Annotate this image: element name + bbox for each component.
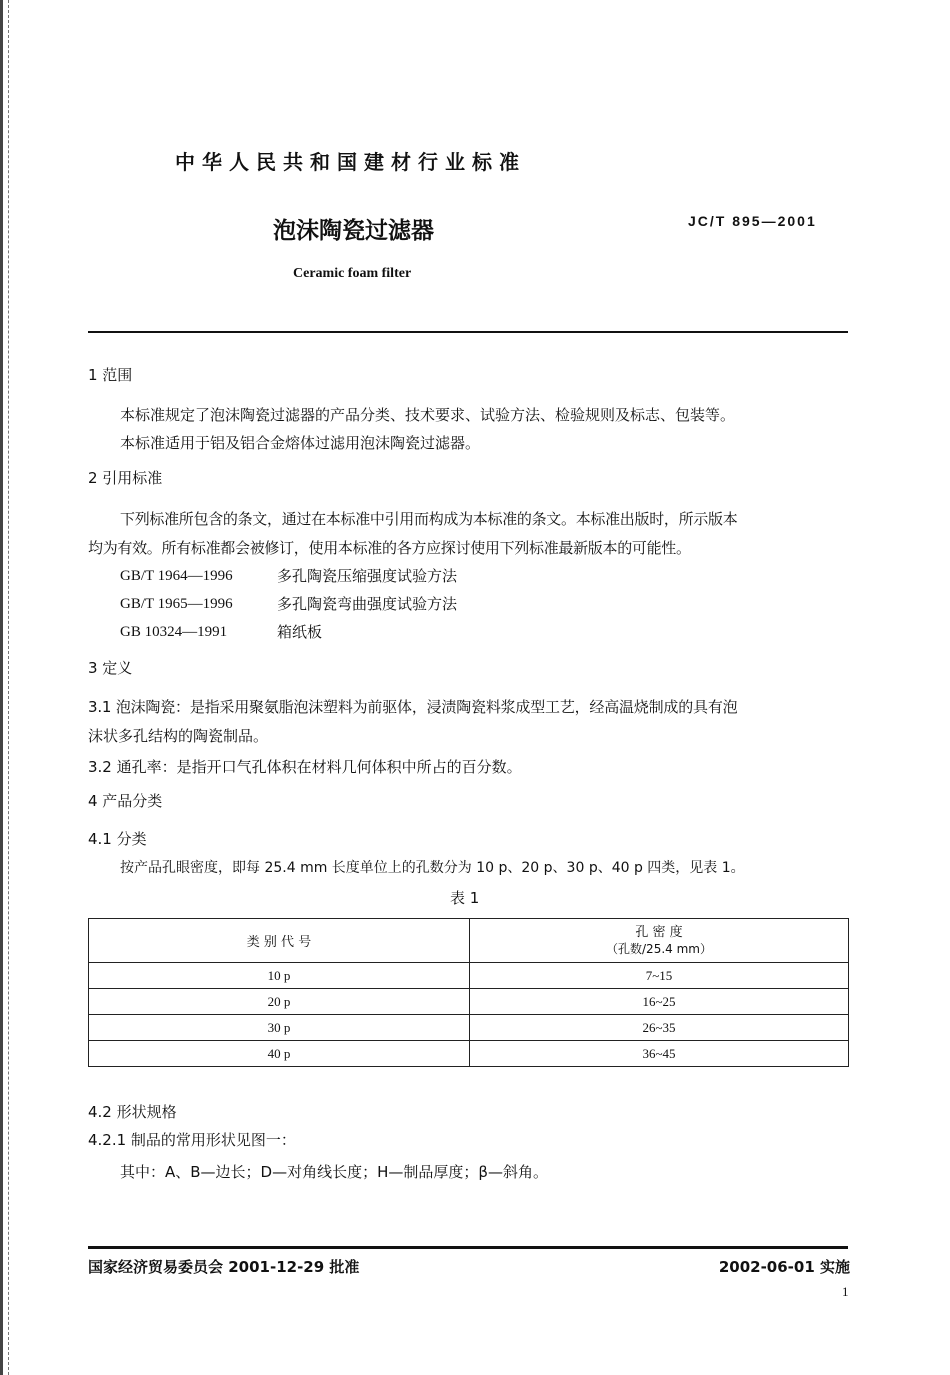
ref-code: GB/T 1964—1996 xyxy=(120,568,233,584)
paragraph: 本标准适用于铝及铝合金熔体过滤用泡沫陶瓷过滤器。 xyxy=(120,434,481,452)
paragraph: 均为有效。所有标准都会被修订，使用本标准的各方应探讨使用下列标准最新版本的可能性。 xyxy=(88,539,691,557)
standard-code: JC/T 895—2001 xyxy=(688,213,817,229)
density-table xyxy=(88,918,849,1067)
ref-title: 多孔陶瓷弯曲强度试验方法 xyxy=(277,595,458,613)
scan-edge-dashes xyxy=(8,0,9,1375)
table-row xyxy=(89,1041,849,1067)
table-caption: 表 1 xyxy=(450,889,480,907)
definition: 沫状多孔结构的陶瓷制品。 xyxy=(88,727,269,745)
footer-rule xyxy=(88,1246,848,1249)
cell: 30 p xyxy=(89,1015,470,1041)
header-line: 孔 密 度 xyxy=(635,924,683,940)
ref-title: 箱纸板 xyxy=(277,623,323,641)
ref-title: 多孔陶瓷压缩强度试验方法 xyxy=(277,567,458,585)
paragraph: 其中：A、B—边长；D—对角线长度；H—制品厚度；β—斜角。 xyxy=(120,1163,548,1181)
cell: 26~35 xyxy=(470,1015,849,1041)
paragraph: 本标准规定了泡沫陶瓷过滤器的产品分类、技术要求、试验方法、检验规则及标志、包装等。 xyxy=(120,406,736,424)
cell: 10 p xyxy=(89,963,470,989)
section-1-heading: 1 范围 xyxy=(88,366,133,384)
header-cell: 类 别 代 号 xyxy=(89,919,470,963)
issuer-title: 中华人民共和国建材行业标准 xyxy=(175,150,526,174)
ref-code: GB/T 1965—1996 xyxy=(120,596,233,612)
page-number: 1 xyxy=(842,1284,849,1299)
cell: 36~45 xyxy=(470,1041,849,1067)
ref-code: GB 10324—1991 xyxy=(120,624,228,640)
table-row xyxy=(89,989,849,1015)
definition: 3.2 通孔率：是指开口气孔体积在材料几何体积中所占的百分数。 xyxy=(88,758,522,776)
header-line: （孔数/25.4 mm） xyxy=(606,941,712,956)
section-3-heading: 3 定义 xyxy=(88,659,133,677)
cell: 16~25 xyxy=(470,989,849,1015)
paragraph: 下列标准所包含的条文，通过在本标准中引用而构成为本标准的条文。本标准出版时，所示版本 xyxy=(120,510,738,528)
scan-edge xyxy=(0,0,3,1375)
cell: 7~15 xyxy=(470,963,849,989)
effective-date: 2002-06-01 实施 xyxy=(718,1258,850,1276)
definition: 3.1 泡沫陶瓷：是指采用聚氨脂泡沫塑料为前驱体，浸渍陶瓷料浆成型工艺，经高温烧制成的具有泡 xyxy=(88,698,738,716)
header-cell xyxy=(470,919,849,963)
english-title: Ceramic foam filter xyxy=(293,266,412,281)
approval-date: 国家经济贸易委员会 2001-12-29 批准 xyxy=(88,1258,360,1276)
cell: 40 p xyxy=(89,1041,470,1067)
table-row xyxy=(89,1015,849,1041)
subsection-heading: 4.1 分类 xyxy=(88,830,147,848)
cell: 20 p xyxy=(89,989,470,1015)
document-title: 泡沫陶瓷过滤器 xyxy=(273,218,434,244)
header-rule xyxy=(88,331,848,333)
subsection-heading: 4.2.1 制品的常用形状见图一： xyxy=(88,1131,296,1149)
table-row xyxy=(89,963,849,989)
section-2-heading: 2 引用标准 xyxy=(88,469,163,487)
section-4-heading: 4 产品分类 xyxy=(88,792,163,810)
table-header-row xyxy=(89,919,849,963)
subsection-heading: 4.2 形状规格 xyxy=(88,1103,177,1121)
paragraph: 按产品孔眼密度，即每 25.4 mm 长度单位上的孔数分为 10 p、20 p、30 p、40 p 四类，见表 1。 xyxy=(120,860,745,876)
